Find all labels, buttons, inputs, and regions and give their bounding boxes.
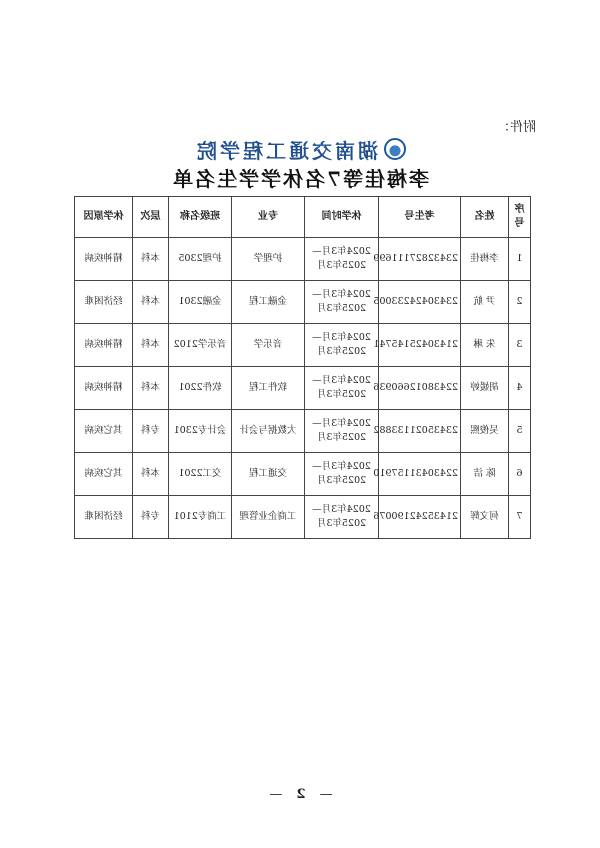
column-header: 休学原因 (75, 197, 133, 238)
table-row (75, 324, 531, 367)
table-cell: 音乐学2102 (169, 324, 232, 367)
table-cell: 李梅佳 (461, 238, 509, 281)
table-cell: 5 (509, 410, 531, 453)
table-cell: 7 (509, 496, 531, 539)
column-header: 姓名 (461, 197, 509, 238)
table-cell: 22430431157910 (379, 453, 461, 496)
table-row (75, 238, 531, 281)
table-cell: 2024年3月—2025年3月 (305, 453, 379, 496)
table-cell: 工商专2101 (169, 496, 232, 539)
table-cell: 21430425145741 (379, 324, 461, 367)
table-cell: 吴俊熙 (461, 410, 509, 453)
table-cell: 本科 (133, 453, 169, 496)
table-cell: 金融2301 (169, 281, 232, 324)
table-row (75, 410, 531, 453)
footer-dash-right: — (267, 787, 283, 802)
footer-dash-left: — (317, 787, 333, 802)
table-cell: 23430424233005 (379, 281, 461, 324)
page-number: 2 (294, 787, 306, 802)
school-name: 湖南交通工程学院 (194, 138, 378, 163)
column-header: 专业 (232, 197, 305, 238)
table-cell: 胡媛婷 (461, 367, 509, 410)
table-cell: 其它疾病 (75, 453, 133, 496)
table-header-row (75, 197, 531, 238)
table-cell: 会计专2301 (169, 410, 232, 453)
table-cell: 23435021133882 (379, 410, 461, 453)
table-cell: 其它疾病 (75, 410, 133, 453)
table-cell: 2 (509, 281, 531, 324)
school-seal-icon (384, 138, 406, 160)
table-cell: 23432827111699 (379, 238, 461, 281)
table-cell: 陈 洁 (461, 453, 509, 496)
table-cell: 2024年3月—2025年3月 (305, 324, 379, 367)
table-cell: 本科 (133, 367, 169, 410)
table-cell: 本科 (133, 238, 169, 281)
column-header: 考生号 (379, 197, 461, 238)
table-cell: 2024年3月—2025年3月 (305, 367, 379, 410)
table-cell: 交工2201 (169, 453, 232, 496)
table-cell: 精神疾病 (75, 324, 133, 367)
column-header: 层次 (133, 197, 169, 238)
table-cell: 交通工程 (232, 453, 305, 496)
column-header: 休学时间 (305, 197, 379, 238)
table-cell: 2024年3月—2025年3月 (305, 238, 379, 281)
table-cell: 专科 (133, 496, 169, 539)
table-cell: 音乐学 (232, 324, 305, 367)
table-cell: 尹 航 (461, 281, 509, 324)
table-cell: 4 (509, 367, 531, 410)
table-cell: 本科 (133, 324, 169, 367)
table-cell: 精神疾病 (75, 367, 133, 410)
table-cell: 经济困难 (75, 281, 133, 324)
table-cell: 软件2201 (169, 367, 232, 410)
table-cell: 专科 (133, 410, 169, 453)
table-cell: 精神疾病 (75, 238, 133, 281)
table-cell: 朱 琳 (461, 324, 509, 367)
student-table (74, 196, 531, 539)
table-row (75, 496, 531, 539)
table-cell: 3 (509, 324, 531, 367)
table-cell: 护理学 (232, 238, 305, 281)
attachment-label: 附件： (496, 120, 536, 135)
table-row (75, 281, 531, 324)
table-cell: 6 (509, 453, 531, 496)
table-row (75, 453, 531, 496)
table-cell: 2024年3月—2025年3月 (305, 496, 379, 539)
table-cell: 软件工程 (232, 367, 305, 410)
table-cell: 工商企业管理 (232, 496, 305, 539)
table-cell: 22438012660936 (379, 367, 461, 410)
table-cell: 2024年3月—2025年3月 (305, 410, 379, 453)
table-cell: 护理2305 (169, 238, 232, 281)
table-body (75, 238, 531, 539)
table-cell: 大数据与会计 (232, 410, 305, 453)
page-footer (0, 787, 600, 802)
table-cell: 金融工程 (232, 281, 305, 324)
table-row (75, 367, 531, 410)
column-header: 序号 (509, 197, 531, 238)
table-cell: 经济困难 (75, 496, 133, 539)
page-title: 李梅佳等7名休学学生名单 (171, 167, 429, 191)
school-header (0, 136, 600, 162)
table-cell: 本科 (133, 281, 169, 324)
table-cell: 2024年3月—2025年3月 (305, 281, 379, 324)
table-cell: 1 (509, 238, 531, 281)
table-cell: 何文辉 (461, 496, 509, 539)
table-cell: 21435242190076 (379, 496, 461, 539)
column-header: 班级名称 (169, 197, 232, 238)
